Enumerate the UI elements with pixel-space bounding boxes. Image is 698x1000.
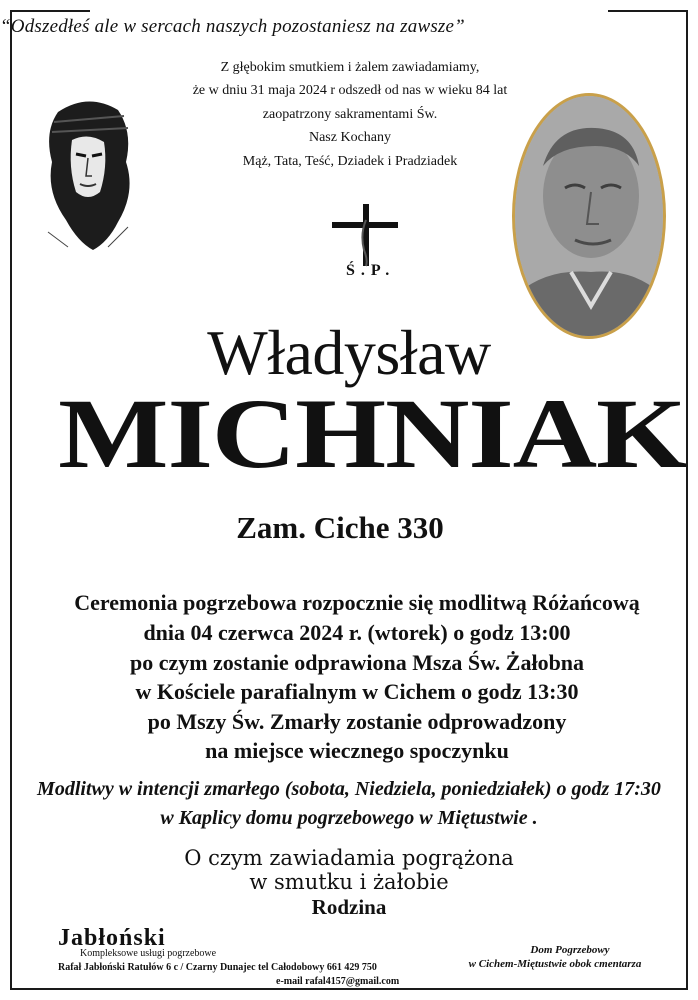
frame-top-mid-left xyxy=(12,40,52,42)
ceremony-line: w Kościele parafialnym w Cichem o godz 13:30 xyxy=(135,679,579,704)
funeral-home-email: e-mail rafal4157@gmail.com xyxy=(276,976,400,987)
family-line: O czym zawiadamia pogrążona xyxy=(184,846,514,870)
ceremony-line: po czym zostanie odprawiona Msza Św. Żałobna xyxy=(129,650,585,675)
residence: Zam. Ciche 330 xyxy=(236,510,444,545)
intro-line: Nasz Kochany xyxy=(308,130,392,145)
surname: MICHNIAK xyxy=(58,378,686,489)
cross-initials: Ś.P. xyxy=(346,262,396,279)
prayer-line: w Kaplicy domu pogrzebowego w Miętustwie . xyxy=(160,807,538,829)
prayer-line: Modlitwy w intencji zmarłego (sobota, Niedziela, poniedziałek) o godz 17:30 xyxy=(37,778,661,800)
funeral-house-line2: w Cichem-Miętustwie obok cmentarza xyxy=(468,958,642,970)
intro-line: że w dniu 31 maja 2024 r odszedł od nas w wieku 84 lat xyxy=(192,83,508,98)
first-name: Władysław xyxy=(207,317,491,388)
intro-line: Z głębokim smutkiem i żalem zawiadamiamy, xyxy=(220,60,480,75)
intro-line: Mąż, Tata, Teść, Dziadek i Pradziadek xyxy=(242,154,458,169)
intro-line: zaopatrzony sakramentami Św. xyxy=(262,107,438,122)
frame-left xyxy=(10,10,12,990)
ceremony-line: dnia 04 czerwca 2024 r. (wtorek) o godz 13:00 xyxy=(143,620,571,645)
family-line: w smutku i żałobie xyxy=(249,870,449,894)
funeral-home-tagline: Kompleksowe usługi pogrzebowe xyxy=(80,948,217,959)
ceremony-line: na miejsce wiecznego spoczynku xyxy=(205,738,509,763)
portrait-photo xyxy=(512,93,666,339)
frame-bottom xyxy=(10,988,688,990)
funeral-home-address: Rafał Jabłoński Ratułów 6 c / Czarny Dunajec tel Całodobowy 661 429 750 xyxy=(58,962,377,973)
family-signature: Rodzina xyxy=(311,895,387,919)
funeral-home-logo xyxy=(58,925,238,959)
frame-top-right xyxy=(608,10,688,12)
frame-top-left xyxy=(10,10,90,12)
funeral-home-name: Jabłoński xyxy=(58,925,166,951)
ceremony-line: po Mszy Św. Zmarły zostanie odprowadzony xyxy=(147,709,567,734)
ceremony-line: Ceremonia pogrzebowa rozpocznie się modlitwą Różańcową xyxy=(74,590,640,615)
jesus-image xyxy=(38,92,138,252)
funeral-house-line1: Dom Pogrzebowy xyxy=(530,944,610,956)
motto: “Odszedłeś ale w sercach naszych pozostaniesz na zawsze” xyxy=(0,16,465,37)
